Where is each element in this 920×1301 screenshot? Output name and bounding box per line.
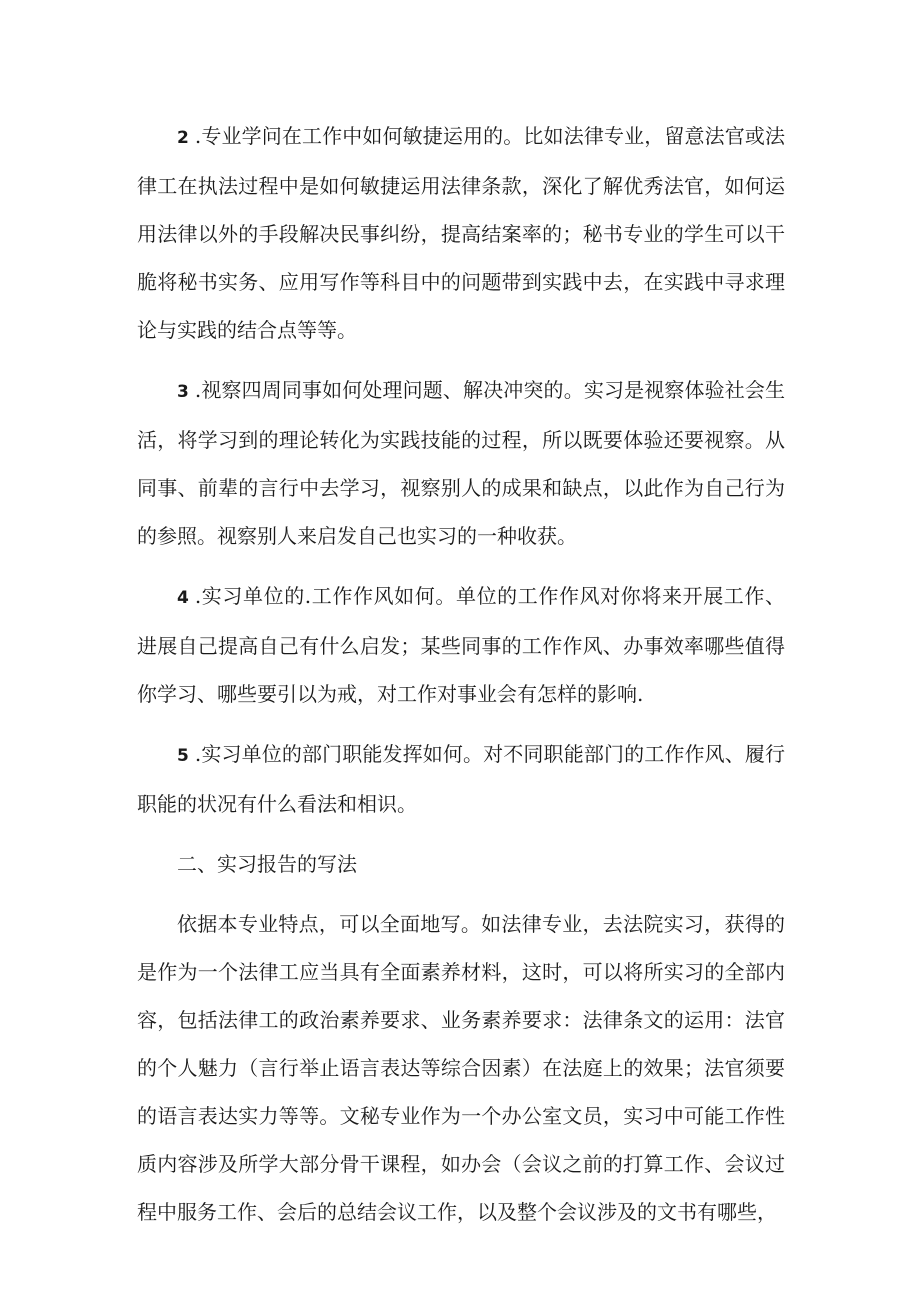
list-item-3 [137, 366, 785, 560]
item-number: 5 [177, 746, 189, 766]
document-body [137, 112, 785, 1248]
item-number: 2 [177, 128, 189, 148]
list-item-4 [137, 572, 785, 718]
list-item-5 [137, 730, 785, 828]
item-number: 4 [177, 588, 189, 608]
body-paragraph: 依据本专业特点，可以全面地写。如法律专业，去法院实习，获得的是作为一个法律工应当具有全面素养材料，这时，可以将所实习的全部内容，包括法律工的政治素养要求、业务素养要求：法律条文的运用：法官的个人魅力（言行举止语言表达等综合因素）在法庭上的效果；法官须要的语言表达实力等等。文秘专业作为一个办公室文员，实习中可能工作性质内容涉及所学大部分骨干课程，如办会（会议之前的打算工作、会议过程中服务工作、会后的总结会议工作，以及整个会议涉及的文书有哪些， [137, 912, 785, 1224]
item-text: .实习单位的部门职能发挥如何。对不同职能部门的工作作风、履行职能的状况有什么看法和相识。 [137, 742, 785, 816]
item-text: .专业学问在工作中如何敏捷运用的。比如法律专业，留意法官或法律工在执法过程中是如何敏捷运用法律条款，深化了解优秀法官，如何运用法律以外的手段解决民事纠纷，提高结案率的；秘书专业的学生可以干脆将秘书实务、应用写作等科目中的问题带到实践中去，在实践中寻求理论与实践的结合点等等。 [137, 124, 785, 342]
item-number: 3 [177, 382, 189, 402]
section-heading: 二、实习报告的写法 [177, 852, 357, 876]
list-item-2 [137, 112, 785, 354]
item-text: .视察四周同事如何处理问题、解决冲突的。实习是视察体验社会生活，将学习到的理论转化为实践技能的过程，所以既要体验还要视察。从同事、前辈的言行中去学习，视察别人的成果和缺点，以此作为自己行为的参照。视察别人来启发自己也实习的一种收获。 [137, 378, 785, 548]
item-text: .实习单位的.工作作风如何。单位的工作作风对你将来开展工作、进展自己提高自己有什么启发；某些同事的工作作风、办事效率哪些值得你学习、哪些要引以为戒，对工作对事业会有怎样的影响. [137, 584, 785, 706]
